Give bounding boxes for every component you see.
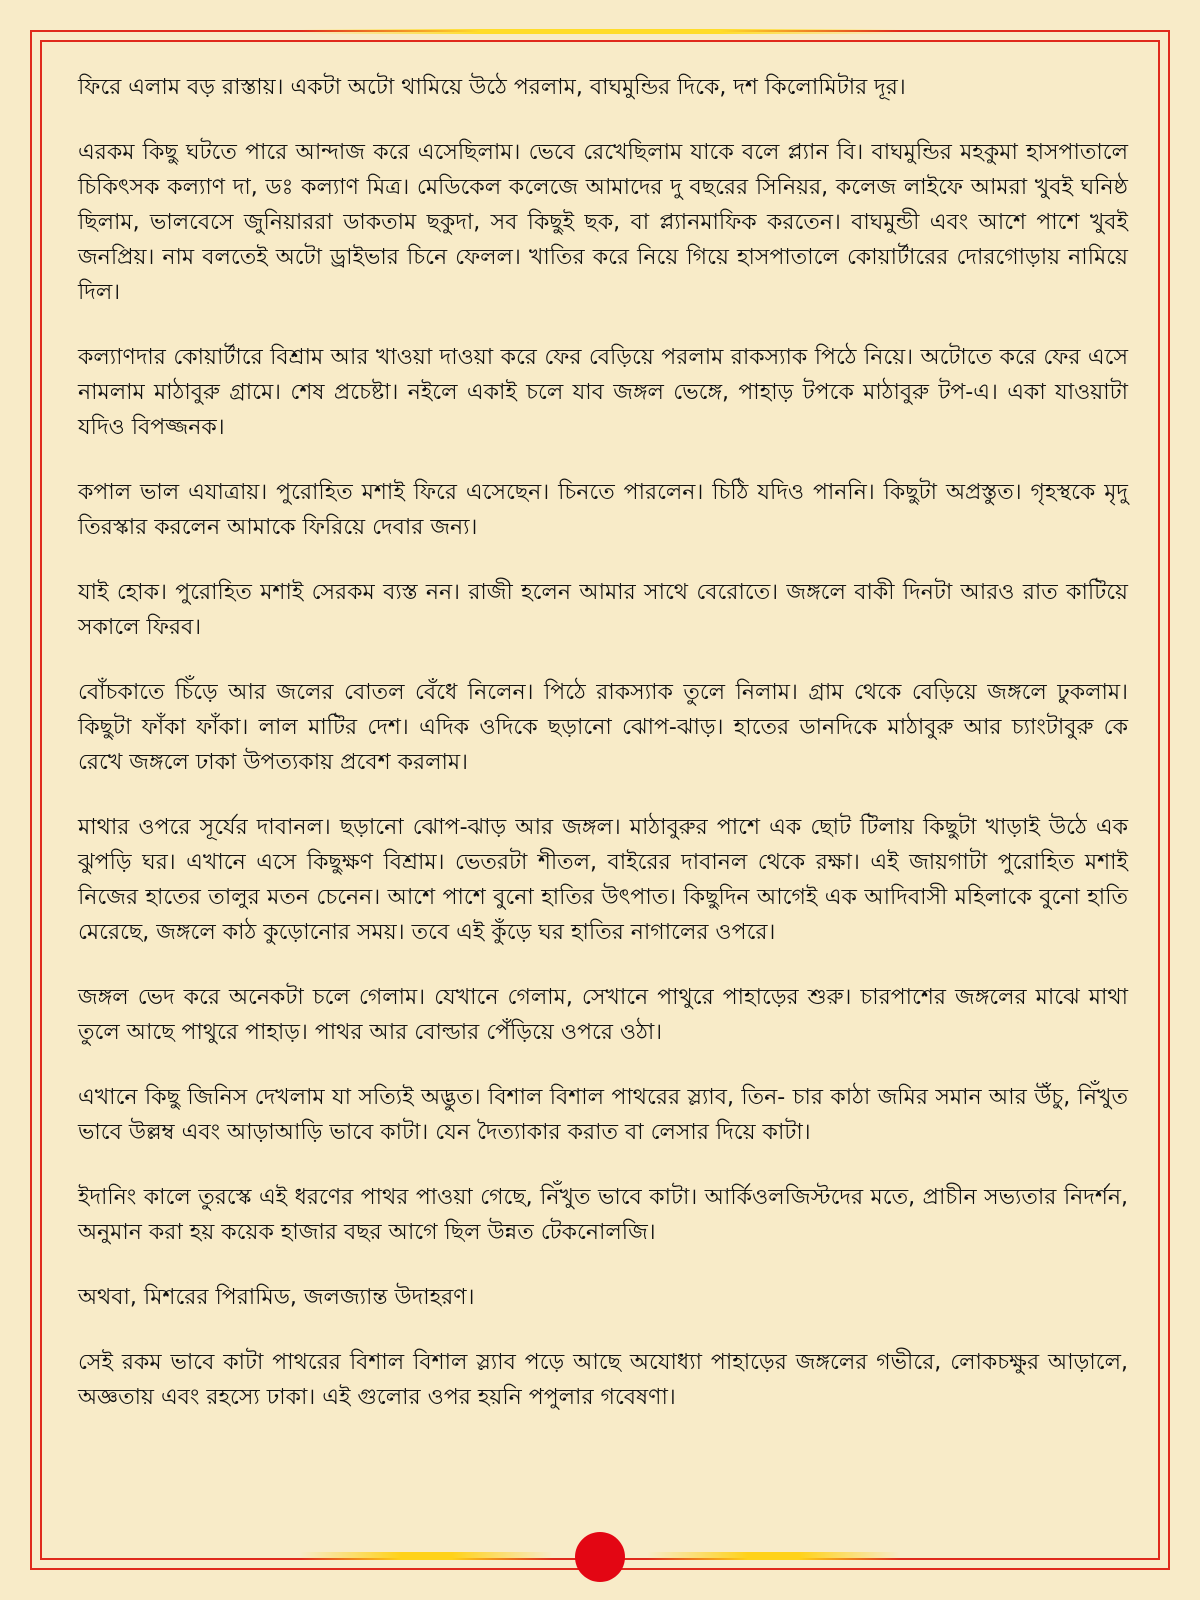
paragraph-8: জঙ্গল ভেদ করে অনেকটা চলে গেলাম। যেখানে গেলাম, সেখানে পাথুরে পাহাড়ের শুরু। চারপাশের জঙ্গলের মাঝে মাথা তুলে আছে পাথুরে পাহাড়। পাথর আর বোল্ডার পেঁড়িয়ে ওপরে ওঠা। — [78, 985, 1128, 1045]
paragraph-2: এরকম কিছু ঘটতে পারে আন্দাজ করে এসেছিলাম। ভেবে রেখেছিলাম যাকে বলে প্ল্যান বি। বাঘমুন্ডির মহকুমা হাসপাতালে চিকিৎসক কল্যাণ দা, ডঃ কল্যাণ মিত্র। মেডিকেল কলেজে আমাদের দু বছরের সিনিয়র, কলেজ লাইফে আমরা খুবই ঘনিষ্ঠ ছিলাম, ভালবেসে জুনিয়াররা ডাকতাম ছকুদা, সব কিছুই ছক, বা প্ল্যানমাফিক করতেন। বাঘমুন্ডী এবং আশে পাশে খুবই জনপ্রিয়। নাম বলতেই অটো ড্রাইভার চিনে ফেলল। খাতির করে নিয়ে গিয়ে হাসপাতালে কোয়ার্টারের দোরগোড়ায় নামিয়ে দিল। — [78, 140, 1128, 305]
bottom-accent-line-right — [647, 1552, 900, 1560]
paragraph-4: কপাল ভাল এযাত্রায়। পুরোহিত মশাই ফিরে এসেছেন। চিনতে পারলেন। চিঠি যদিও পাননি। কিছুটা অপ্রস্তুত। গৃহস্থকে মৃদু তিরস্কার করলেন আমাকে ফিরিয়ে দেবার জন্য। — [78, 480, 1128, 540]
paragraph-10: ইদানিং কালে তুরস্কে এই ধরণের পাথর পাওয়া গেছে, নিঁখুত ভাবে কাটা। আর্কিওলজিস্টদের মতে, প্রাচীন সভ্যতার নিদর্শন, অনুমান করা হয় কয়েক হাজার বছর আগে ছিল উন্নত টেকনোলজি। — [78, 1185, 1128, 1245]
paragraph-12: সেই রকম ভাবে কাটা পাথরের বিশাল বিশাল স্ল্যাব পড়ে আছে অযোধ্যা পাহাড়ের জঙ্গলের গভীরে, লোকচক্ষুর আড়ালে, অজ্ঞতায় এবং রহস্যে ঢাকা। এই গুলোর ওপর হয়নি পপুলার গবেষণা। — [78, 1350, 1128, 1410]
paragraph-7: মাথার ওপরে সূর্যের দাবানল। ছড়ানো ঝোপ-ঝাড় আর জঙ্গল। মাঠাবুরুর পাশে এক ছোট টিলায় কিছুটা খাড়াই উঠে এক ঝুপড়ি ঘর। এখানে এসে কিছুক্ষণ বিশ্রাম। ভেতরটা শীতল, বাইরের দাবানল থেকে রক্ষা। এই জায়গাটা পুরোহিত মশাই নিজের হাতের তালুর মতন চেনেন। আশে পাশে বুনো হাতির উৎপাত। কিছুদিন আগেই এক আদিবাসী মহিলাকে বুনো হাতি মেরেছে, জঙ্গলে কাঠ কুড়োনোর সময়। তবে এই কুঁড়ে ঘর হাতির নাগালের ওপরে। — [78, 815, 1128, 945]
paragraph-1: ফিরে এলাম বড় রাস্তায়। একটা অটো থামিয়ে উঠে পরলাম, বাঘমুন্ডির দিকে, দশ কিলোমিটার দূর। — [78, 75, 906, 100]
article-body — [78, 70, 1128, 1445]
paragraph-5: যাই হোক। পুরোহিত মশাই সেরকম ব্যস্ত নন। রাজী হলেন আমার সাথে বেরোতে। জঙ্গলে বাকী দিনটা আরও রাত কাটিয়ে সকালে ফিরব। — [78, 580, 1128, 640]
red-dot-ornament — [575, 1532, 625, 1582]
paragraph-9: এখানে কিছু জিনিস দেখলাম যা সত্যিই অদ্ভুত। বিশাল বিশাল পাথরের স্ল্যাব, তিন- চার কাঠা জমির সমান আর উঁচু, নিঁখুত ভাবে উল্লম্ব এবং আড়াআড়ি ভাবে কাটা। যেন দৈত্যাকার করাত বা লেসার দিয়ে কাটা। — [78, 1085, 1128, 1145]
paragraph-11: অথবা, মিশরের পিরামিড, জলজ্যান্ত উদাহরণ। — [78, 1285, 475, 1310]
top-accent-line — [300, 29, 900, 34]
paragraph-3: কল্যাণদার কোয়ার্টারে বিশ্রাম আর খাওয়া দাওয়া করে ফের বেড়িয়ে পরলাম রাকস্যাক পিঠে নিয়ে। অটোতে করে ফের এসে নামলাম মাঠাবুরু গ্রামে। শেষ প্রচেষ্টা। নইলে একাই চলে যাব জঙ্গল ভেঙ্গে, পাহাড় টপকে মাঠাবুরু টপ-এ। একা যাওয়াটা যদিও বিপজ্জনক। — [78, 345, 1128, 440]
bottom-accent-line-left — [300, 1552, 553, 1560]
paragraph-6: বোঁচকাতে চিঁড়ে আর জলের বোতল বেঁধে নিলেন। পিঠে রাকস্যাক তুলে নিলাম। গ্রাম থেকে বেড়িয়ে জঙ্গলে ঢুকলাম। কিছুটা ফাঁকা ফাঁকা। লাল মাটির দেশ। এদিক ওদিকে ছড়ানো ঝোপ-ঝাড়। হাতের ডানদিকে মাঠাবুরু আর চ্যাংটাবুরু কে রেখে জঙ্গলে ঢাকা উপত্যকায় প্রবেশ করলাম। — [78, 680, 1128, 775]
